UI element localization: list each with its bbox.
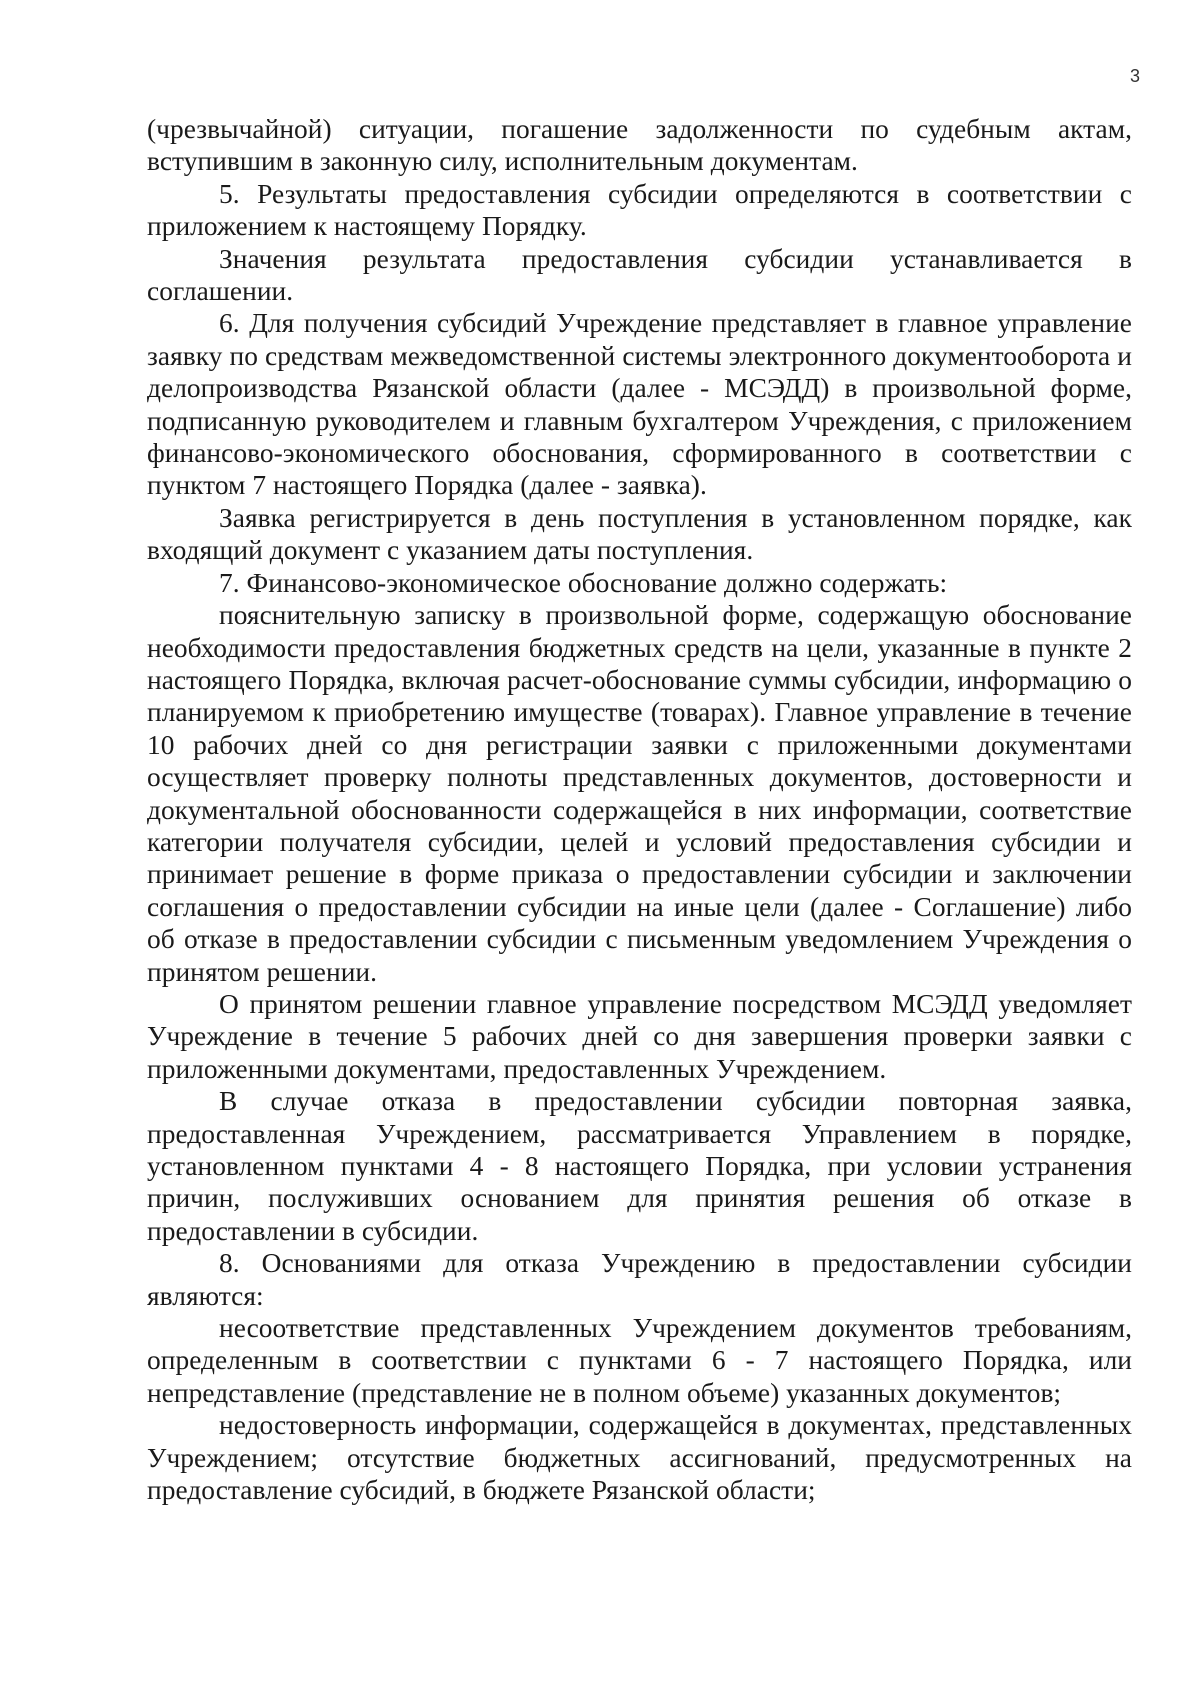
page-number: 3 <box>1130 66 1141 86</box>
paragraph-refusal-resubmission: В случае отказа в предоставлении субсидии повторная заявка, предоставленная Учреждением, рассматривается Управлением в порядке, установленном пунктами 4 - 8 настоящего Порядка, при условии устранения причин, послуживших основанием для принятия решения об отказе в предоставлении в субсидии. <box>147 1086 1132 1246</box>
paragraph-result-values: Значения результата предоставления субсидии устанавливается в соглашении. <box>147 243 1132 307</box>
document-body <box>147 113 1132 1506</box>
paragraph-continuation: (чрезвычайной) ситуации, погашение задолженности по судебным актам, вступившим в законную силу, исполнительным документам. <box>147 114 1132 177</box>
paragraph-decision-notice: О принятом решении главное управление посредством МСЭДД уведомляет Учреждение в течение 5 рабочих дней со дня завершения проверки заявки с приложенными документами, предоставленных Учреждением. <box>147 988 1132 1084</box>
paragraph-item-8: 8. Основаниями для отказа Учреждению в предоставлении субсидии являются: <box>147 1248 1132 1311</box>
paragraph-item-5: 5. Результаты предоставления субсидии определяются в соответствии с приложением к настоящему Порядку. <box>147 178 1132 242</box>
paragraph-explanatory-note: пояснительную записку в произвольной форме, содержащую обоснование необходимости предоставления бюджетных средств на цели, указанные в пункте 2 настоящего Порядка, включая расчет-обоснование суммы субсидии, информацию о планируемом к приобретению имуществе (товарах). Главное управление в течение 10 рабочих дней со дня регистрации заявки с приложенными документами осуществляет проверку полноты представленных документов, достоверности и документальной обоснованности содержащейся в них информации, соответствие категории получателя субсидии, целей и условий предоставления субсидии и принимает решение в форме приказа о предоставлении субсидии и заключении соглашения о предоставлении субсидии на иные цели (далее - Соглашение) либо об отказе в предоставлении субсидии с письменным уведомлением Учреждения о принятом решении. <box>147 600 1132 987</box>
paragraph-refusal-ground-1: несоответствие представленных Учреждением документов требованиям, определенным в соответствии с пунктами 6 - 7 настоящего Порядка, или непредставление (представление не в полном объеме) указанных документов; <box>147 1313 1132 1408</box>
paragraph-refusal-ground-2: недостоверность информации, содержащейся в документах, представленных Учреждением; отсутствие бюджетных ассигнований, предусмотренных на предоставление субсидий, в бюджете Рязанской области; <box>147 1410 1132 1506</box>
paragraph-item-7: 7. Финансово-экономическое обоснование должно содержать: <box>219 567 948 598</box>
paragraph-item-6: 6. Для получения субсидий Учреждение представляет в главное управление заявку по средствам межведомственной системы электронного документооборота и делопроизводства Рязанской области (далее - МСЭДД) в произвольной форме, подписанную руководителем и главным бухгалтером Учреждения, с приложением финансово-экономического обоснования, сформированного в соответствии с пунктом 7 настоящего Порядка (далее - заявка). <box>147 308 1132 501</box>
paragraph-application-registration: Заявка регистрируется в день поступления в установленном порядке, как входящий документ с указанием даты поступления. <box>147 502 1132 566</box>
